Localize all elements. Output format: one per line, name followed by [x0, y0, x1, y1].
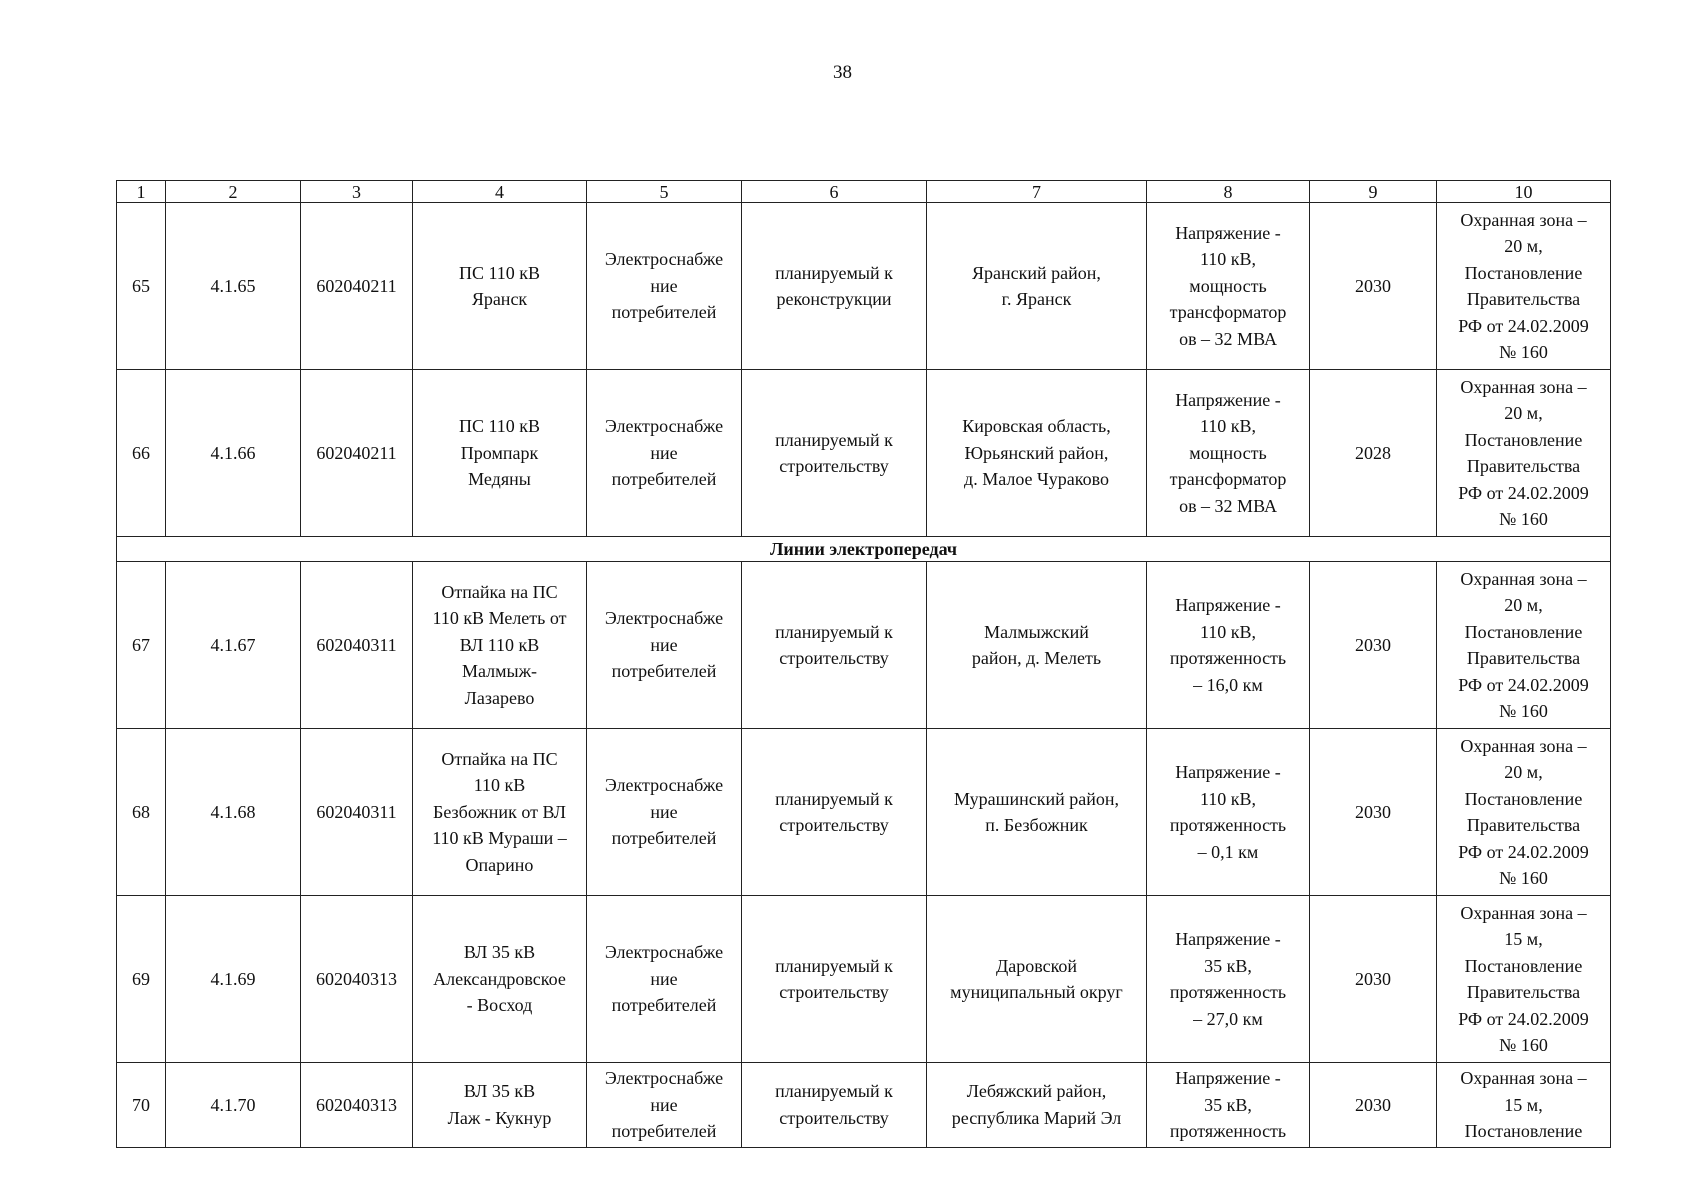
table-row: [117, 370, 1611, 537]
object-code: 602040313: [301, 1063, 413, 1148]
object-zone: Охранная зона – 15 м, Постановление: [1437, 1063, 1611, 1148]
object-name: ВЛ 35 кВ Лаж - Кукнур: [413, 1063, 587, 1148]
column-number: 5: [587, 181, 742, 203]
row-number: 69: [117, 896, 166, 1063]
object-status: планируемый к строительству: [742, 562, 927, 729]
object-index: 4.1.68: [166, 729, 301, 896]
object-purpose: Электроснабже ние потребителей: [587, 203, 742, 370]
column-number: 7: [927, 181, 1147, 203]
object-purpose: Электроснабже ние потребителей: [587, 1063, 742, 1148]
table-row: [117, 1063, 1611, 1148]
object-purpose: Электроснабже ние потребителей: [587, 370, 742, 537]
object-purpose: Электроснабже ние потребителей: [587, 562, 742, 729]
row-number: 66: [117, 370, 166, 537]
object-name: Отпайка на ПС 110 кВ Мелеть от ВЛ 110 кВ Малмыж- Лазарево: [413, 562, 587, 729]
object-index: 4.1.67: [166, 562, 301, 729]
object-zone: Охранная зона – 20 м, Постановление Правительства РФ от 24.02.2009 № 160: [1437, 562, 1611, 729]
object-characteristics: Напряжение - 110 кВ, мощность трансформатор ов – 32 МВА: [1147, 203, 1310, 370]
column-number: 2: [166, 181, 301, 203]
object-characteristics: Напряжение - 35 кВ, протяженность: [1147, 1063, 1310, 1148]
table-row: [117, 562, 1611, 729]
column-number: 8: [1147, 181, 1310, 203]
object-zone: Охранная зона – 15 м, Постановление Правительства РФ от 24.02.2009 № 160: [1437, 896, 1611, 1063]
object-code: 602040311: [301, 729, 413, 896]
object-status: планируемый к строительству: [742, 1063, 927, 1148]
row-number: 68: [117, 729, 166, 896]
column-number: 1: [117, 181, 166, 203]
row-number: 67: [117, 562, 166, 729]
object-location: Лебяжский район, республика Марий Эл: [927, 1063, 1147, 1148]
object-location: Яранский район, г. Яранск: [927, 203, 1147, 370]
page-number: 38: [833, 62, 852, 83]
object-status: планируемый к строительству: [742, 729, 927, 896]
object-name: ПС 110 кВ Яранск: [413, 203, 587, 370]
object-status: планируемый к строительству: [742, 370, 927, 537]
section-row: [117, 537, 1611, 562]
object-status: планируемый к строительству: [742, 896, 927, 1063]
object-zone: Охранная зона – 20 м, Постановление Правительства РФ от 24.02.2009 № 160: [1437, 370, 1611, 537]
column-number: 4: [413, 181, 587, 203]
row-number: 70: [117, 1063, 166, 1148]
object-index: 4.1.70: [166, 1063, 301, 1148]
object-code: 602040311: [301, 562, 413, 729]
column-number: 10: [1437, 181, 1611, 203]
object-characteristics: Напряжение - 110 кВ, протяженность – 16,0 км: [1147, 562, 1310, 729]
column-number: 3: [301, 181, 413, 203]
object-location: Даровской муниципальный округ: [927, 896, 1147, 1063]
object-name: ВЛ 35 кВ Александровское - Восход: [413, 896, 587, 1063]
object-characteristics: Напряжение - 110 кВ, мощность трансформатор ов – 32 МВА: [1147, 370, 1310, 537]
object-index: 4.1.66: [166, 370, 301, 537]
object-year: 2030: [1310, 729, 1437, 896]
object-characteristics: Напряжение - 35 кВ, протяженность – 27,0 км: [1147, 896, 1310, 1063]
object-location: Мурашинский район, п. Безбожник: [927, 729, 1147, 896]
object-code: 602040211: [301, 370, 413, 537]
object-name: ПС 110 кВ Промпарк Медяны: [413, 370, 587, 537]
object-year: 2030: [1310, 896, 1437, 1063]
object-code: 602040313: [301, 896, 413, 1063]
object-location: Кировская область, Юрьянский район, д. Малое Чураково: [927, 370, 1147, 537]
object-year: 2030: [1310, 562, 1437, 729]
object-code: 602040211: [301, 203, 413, 370]
object-year: 2030: [1310, 1063, 1437, 1148]
object-zone: Охранная зона – 20 м, Постановление Правительства РФ от 24.02.2009 № 160: [1437, 729, 1611, 896]
object-status: планируемый к реконструкции: [742, 203, 927, 370]
object-year: 2028: [1310, 370, 1437, 537]
table-row: [117, 203, 1611, 370]
object-purpose: Электроснабже ние потребителей: [587, 729, 742, 896]
row-number: 65: [117, 203, 166, 370]
object-zone: Охранная зона – 20 м, Постановление Правительства РФ от 24.02.2009 № 160: [1437, 203, 1611, 370]
object-index: 4.1.65: [166, 203, 301, 370]
column-number: 9: [1310, 181, 1437, 203]
objects-table: [116, 180, 1611, 1148]
object-purpose: Электроснабже ние потребителей: [587, 896, 742, 1063]
table-row: [117, 729, 1611, 896]
column-number: 6: [742, 181, 927, 203]
object-location: Малмыжский район, д. Мелеть: [927, 562, 1147, 729]
section-title: Линии электропередач: [117, 537, 1611, 562]
object-name: Отпайка на ПС 110 кВ Безбожник от ВЛ 110 кВ Мураши – Опарино: [413, 729, 587, 896]
column-number-row: [117, 181, 1611, 203]
table-row: [117, 896, 1611, 1063]
object-index: 4.1.69: [166, 896, 301, 1063]
object-characteristics: Напряжение - 110 кВ, протяженность – 0,1 км: [1147, 729, 1310, 896]
object-year: 2030: [1310, 203, 1437, 370]
